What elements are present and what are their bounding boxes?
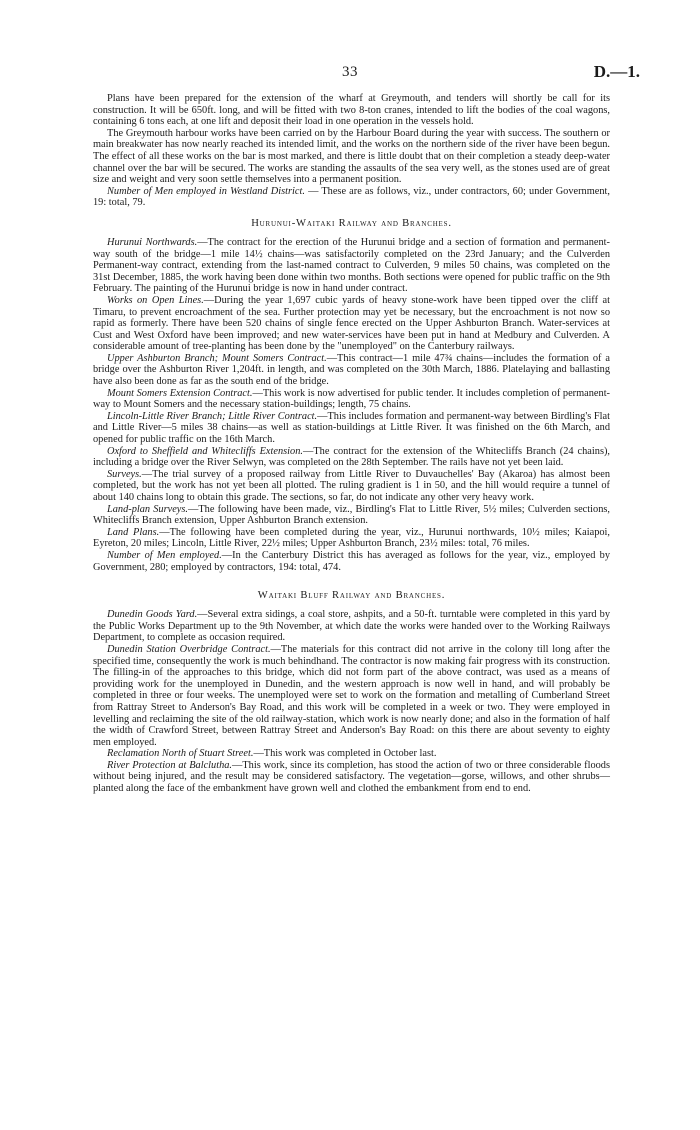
paragraph-lead: Upper Ashburton Branch; Mount Somers Contract. — [107, 352, 327, 364]
page-number: 33 — [342, 64, 358, 80]
paragraph-lead: Number of Men employed. — [107, 549, 222, 561]
document-body — [93, 93, 610, 795]
paragraph-lead: Dunedin Goods Yard. — [107, 609, 198, 621]
paragraph — [93, 128, 610, 186]
paragraph-text: —The following have been completed during the year, viz., Hurunui northwards, 10½ miles; Kaiapoi, Eyreton, 20 miles; Lincoln, Little River, 22½ miles; Upper Ashburton Branch, 23½ miles: total, 76 miles. — [93, 526, 610, 550]
section-heading-hurunui: Hurunui-Waitaki Railway and Branches. — [251, 217, 452, 229]
paragraph-text: —The trial survey of a proposed railway from Little River to Duvauchelles' Bay (Akaroa) has almost been completed, but the work has not yet been all plotted. The ruling gradient is 1 in 50, and the hill would require a tunnel of about 140 chains long to obtain this grade. The sections, so far, do not indicate any other very heavy work. — [93, 468, 610, 503]
paragraph-text: —During the year 1,697 cubic yards of heavy stone-work have been tipped over the cliff at Timaru, to prevent encroachment of the sea. Further protection may yet be necessary, but the encroachment is not now so rapid as formerly. There have been 520 chains of single fence erected on the Upper Ashburton Branch. Water-services at Cust and West Oxford have been improved; and new water-services have been put in hand at Medbury and Culverden. A considerable amount of tree-planting has been done by the "unemployed" on the Canterbury railways. — [93, 294, 610, 353]
paragraph-text: —Several extra sidings, a coal store, ashpits, and a 50-ft. turntable were completed in this yard by the Public Works Department up to the 9th November, at which date the works were handed over to the Working Railways Department, to complete as occasion required. — [93, 609, 610, 644]
paragraph — [93, 644, 610, 748]
paragraph — [93, 550, 610, 573]
paragraph — [93, 237, 610, 295]
section-westland — [93, 93, 610, 209]
paragraph — [93, 446, 610, 469]
paragraph-lead: Lincoln-Little River Branch; Little River Contract. — [107, 410, 318, 422]
paragraph-text: —This includes formation and permanent-way between Birdling's Flat and Little River—5 miles 38 chains—as well as station-buildings at Little River. It was finished on the 6th March, and opened for public traffic on the 16th March. — [93, 410, 610, 446]
paragraph-lead: Reclamation North of Stuart Street. — [107, 748, 254, 760]
paragraph-text: —This work, since its completion, has stood the action of two or three considerable floods without being injured, and the result may be considered satisfactory. The vegetation—gorse, willows, and other shrubs—planted along the face of the embankment have grown well and clothed the embankment from end to end. — [93, 759, 610, 795]
document-reference: D.—1. — [593, 62, 640, 81]
paragraph-text: —The contract for the extension of the Whitecliffs Branch (24 chains), including a bridge over the River Selwyn, was completed on the 28th September. The rails have not yet been laid. — [93, 445, 610, 469]
paragraph — [93, 295, 610, 353]
paragraph-lead: Land Plans. — [107, 526, 160, 538]
paragraph — [93, 93, 610, 128]
paragraph — [93, 527, 610, 550]
paragraph-lead: Dunedin Station Overbridge Contract. — [107, 643, 271, 655]
paragraph-lead: Surveys. — [107, 468, 142, 480]
paragraph-lead: River Protection at Balclutha. — [107, 759, 233, 771]
paragraph — [93, 748, 610, 760]
paragraph-text: Plans have been prepared for the extension of the wharf at Greymouth, and tenders will shortly be call for its construction. It will be 650ft. long, and will be fitted with two 8-ton cranes, intended to lift the bodies of the coal wagons, containing 6 tons each, at one lift and deposit their load in one operation in the vessels hold. — [93, 93, 610, 128]
paragraph — [93, 411, 610, 446]
paragraph-text: —The materials for this contract did not arrive in the colony till long after the specified time, consequently the work is much behindhand. The contractor is now making fair progress with its construction. The filling-in of the approaches to this bridge, which did not form part of the above contract, was used as a means of providing work for the unemployed in Dunedin, and the western approach is now well in hand, and will probably be completed in three or four weeks. The unemployed were set to work on the formation and metalling of Cumberland Street from Rattray Street to Anderson's Bay Road, and this work will be completed in a week or two. They were employed in levelling and reclaiming the site of the old railway-station, which work is now nearly done; and also in the formation of half the width of Crawford Street, between Rattray Street and Anderson's Bay Road: on this there are about seventy to eighty men employed. — [93, 643, 610, 748]
paragraph — [93, 353, 610, 388]
paragraph-text: The Greymouth harbour works have been carried on by the Harbour Board during the year with success. The southern or main breakwater has now nearly reached its intended limit, and the works on the northern side of the river have been begun. The effect of all these works on the bar is most marked, and there is little doubt that on their completion a steady deep-water channel over the bar will be secured. The works are standing the assaults of the sea very well, as the stones used are of great size and weight and very soon settle themselves into a permanent position. — [93, 127, 610, 186]
paragraph-lead: Oxford to Sheffield and Whitecliffs Extension. — [107, 445, 303, 457]
paragraph-text: —This work was completed in October last. — [253, 748, 437, 760]
paragraph-text: —The following have been made, viz., Birdling's Flat to Little River, 5½ miles; Culverden sections, Whitecliffs Branch extension, Upper Ashburton Branch extension. — [93, 503, 610, 527]
section-hurunui — [93, 237, 610, 573]
paragraph — [93, 388, 610, 411]
paragraph-lead: Works on Open Lines. — [107, 294, 204, 306]
paragraph-text: —This contract—1 mile 47¾ chains—includes the formation of a bridge over the Ashburton River 1,204ft. in length, and was completed on the 30th March, 1886. Platelaying and ballasting have also been done as far as the south end of the bridge. — [93, 352, 610, 388]
paragraph — [93, 504, 610, 527]
paragraph — [93, 609, 610, 644]
section-bluff — [93, 609, 610, 795]
paragraph — [93, 186, 610, 209]
paragraph-lead: Number of Men employed in Westland District. — [107, 185, 305, 197]
section-heading-bluff: Waitaki Bluff Railway and Branches. — [257, 590, 446, 602]
paragraph-lead: Land-plan Surveys. — [107, 503, 189, 515]
paragraph-text: —This work is now advertised for public tender. It includes completion of permanent-way to Mount Somers and the necessary station-buildings; length, 75 chains. — [93, 387, 611, 411]
paragraph — [93, 469, 610, 504]
paragraph-text: —The contract for the erection of the Hurunui bridge and a section of formation and permanent-way south of the bridge—1 mile 14½ chains—was satisfactorily completed on the 23rd January; and the Culverden Permanent-way contract, extending from the last-named contract to Culverden, 9 miles 50 chains, was completed on the 31st December, 1885, the work having been done within two months. Both sections were opened for public traffic on the 9th February. The painting of the Hurunui bridge is now in hand under contract. — [93, 236, 610, 295]
paragraph-text: —In the Canterbury District this has averaged as follows for the year, viz., employed by Government, 280; employed by contractors, 194: total, 474. — [93, 549, 610, 573]
paragraph-lead: Hurunui Northwards. — [107, 236, 198, 248]
paragraph — [93, 760, 610, 795]
paragraph-lead: Mount Somers Extension Contract. — [107, 387, 253, 399]
paragraph-text: — These are as follows, viz., under contractors, 60; under Government, 19: total, 79. — [93, 185, 610, 209]
